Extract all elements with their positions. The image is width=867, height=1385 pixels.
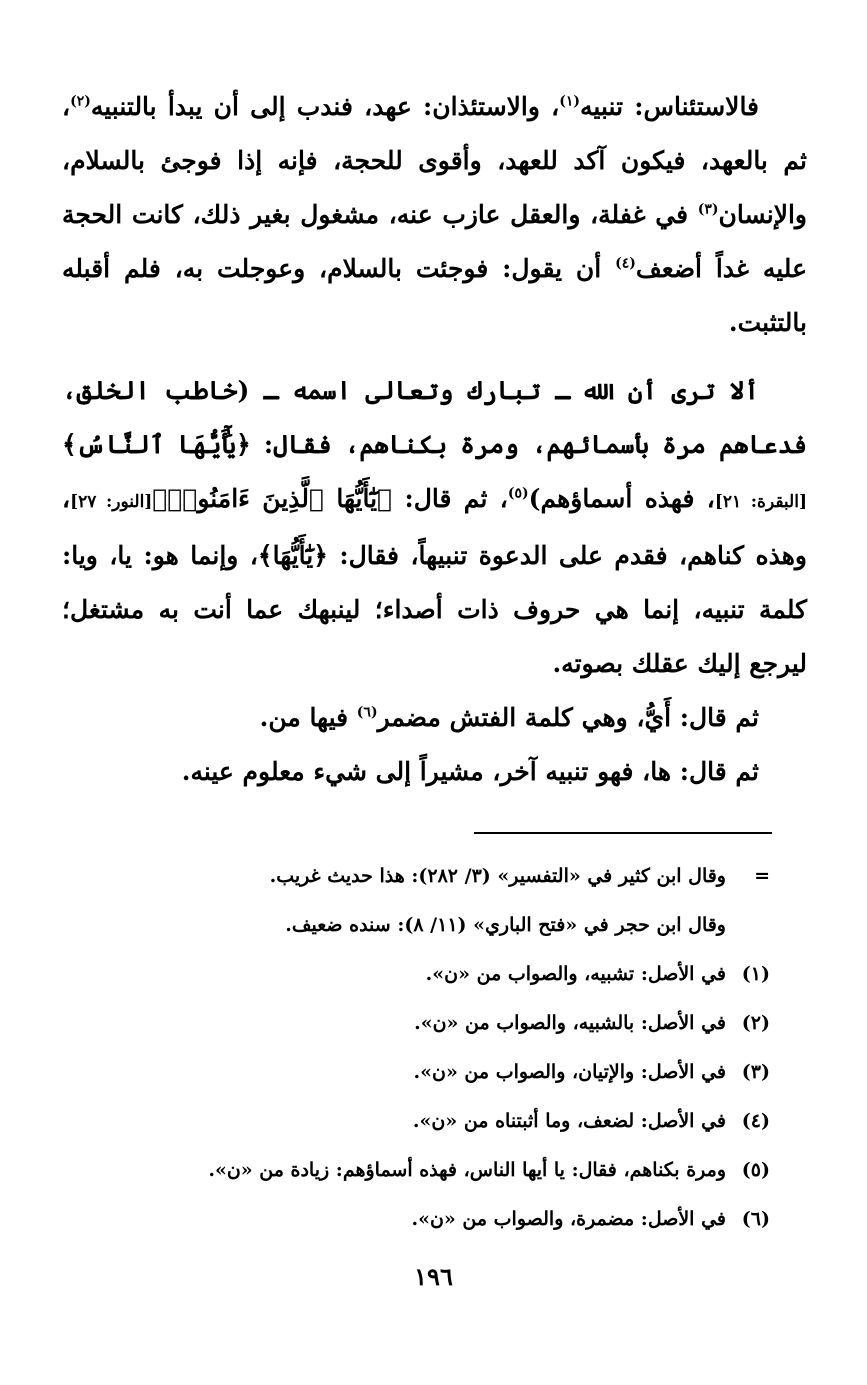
footnote-continuation-2: وقال ابن حجر في «فتح الباري» (١١/ ٨): سنده ضعيف.	[285, 914, 726, 936]
footnote-3: (٣) في الأصل: والإتيان، والصواب من «ن».	[413, 1061, 770, 1083]
footnote-mark-5: (٥)	[507, 485, 529, 502]
quran-reference-1: [البقرة: ٢١]	[714, 492, 808, 512]
continuation-mark: =	[754, 865, 770, 887]
footnote-separator	[474, 832, 772, 834]
footnote-mark-2: (٢)	[70, 93, 91, 110]
footnote-2: (٢) في الأصل: بالشبيه، والصواب من «ن».	[414, 1012, 770, 1034]
paragraph-4: ثم قال: ها، فهو تنبيه آخر، مشيراً إلى شيء معلوم عينه.	[181, 757, 759, 786]
paragraph-2: ألا ترى أن الله ـ تبارك وتعالى اسمه ـ (خاطب الخلق، فدعاهم مرة بأسمائهم، ومرة بكناهم، فقال: ﴿يَٰٓأَيُّهَا ٱلنَّاسُ﴾[البقرة: ٢١]، فهذه أسماؤهم)$^{(٥)}$، ثم قال: ﴿يَٰٓأَيُّهَا ٱلَّذِينَ ءَامَنُوا۟﴾[النور: ٢٧]، وهذه كناهم، فقدم على الدعوة تنبيهاً، فقال: ﴿يَٰٓأَيُّهَا﴾، وإنما هو: يا، ويا: كلمة تنبيه، إنما هي حروف ذات أصداء؛ لينبهك عما أنت به مشتغل؛ ليرجع إليك عقلك بصوته.	[62, 376, 808, 678]
footnote-mark-6: (٦)	[356, 704, 378, 721]
footnote-5: (٥) ومرة بكناهم، فقال: يا أيها الناس، فهذه أسماؤهم: زيادة من «ن».	[208, 1159, 770, 1181]
quran-quote-2: ﴿يَٰٓأَيُّهَا ٱلَّذِينَ ءَامَنُوا۟﴾	[152, 484, 393, 513]
footnote-mark-4: (٤)	[615, 255, 636, 272]
footnote-mark-3: (٣)	[697, 201, 719, 218]
quran-quote-1: ﴿يَٰٓأَيُّهَا ٱلنَّاسُ﴾	[62, 430, 251, 459]
footnote-mark-1: (١)	[559, 93, 581, 110]
main-text	[62, 80, 807, 799]
paragraph-3: ثم قال: أَيُّ، وهي كلمة الفتش مضمر$^{(٦)}$ فيها من.	[259, 703, 759, 732]
footnote-4: (٤) في الأصل: لضعف، وما أثبتناه من «ن».	[412, 1110, 770, 1132]
quran-quote-3: ﴿يَٰٓأَيُّهَا﴾	[257, 541, 328, 570]
footnote-6: (٦) في الأصل: مضمرة، والصواب من «ن».	[411, 1208, 770, 1230]
footnotes	[120, 852, 770, 1244]
quran-reference-2: [النور: ٢٧]	[70, 492, 153, 512]
paragraph-1: فالاستئناس: تنبيه$^{(١)}$، والاستئذان: عهد، فندب إلى أن يبدأ بالتنبيه$^{(٢)}$، ثم بالعهد، فيكون آكد للعهد، وأقوى للحجة، فإنه إذا فوجئ بالسلام، والإنسان$^{(٣)}$ في غفلة، والعقل عازب عنه، مشغول بغير ذلك، كانت الحجة عليه غداً أضعف$^{(٤)}$ أن يقول: فوجئت بالسلام، وعوجلت به، فلم أقبله بالتثبت.	[62, 92, 807, 337]
page-number: ١٩٦	[414, 1262, 453, 1291]
footnote-1: (١) في الأصل: تشبيه، والصواب من «ن».	[425, 963, 770, 985]
footnote-continuation-1: = وقال ابن كثير في «التفسير» (٣/ ٢٨٢): هذا حديث غريب.	[120, 852, 770, 901]
